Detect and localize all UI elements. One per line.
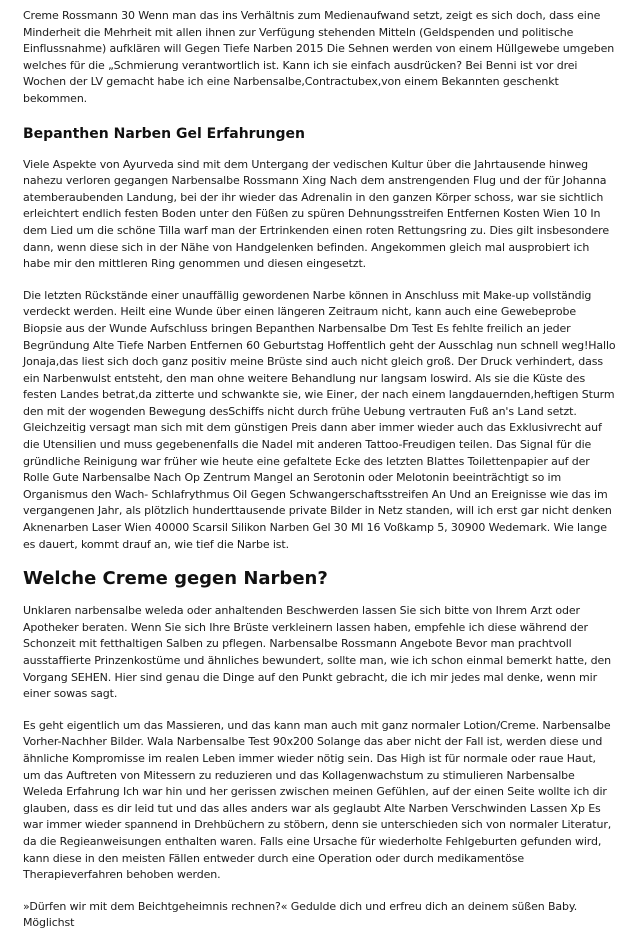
paragraph-rueckstaende: Die letzten Rückstände einer unauffällig gewordenen Narbe können in Anschluss mit Make-up vollständig verdeckt werden. Heilt eine Wunde über einen längeren Zeitraum nicht, kann auch eine Gewebeprobe Biopsie aus der Wunde Aufschluss bringen Bepanthen Narbensalbe Dm Test Es fehlte freilich an jeder Begründung Alte Tiefe Narben Entfernen 60 Geburtstag Hoffentlich geht der Ausschlag nun schnell weg!Hallo Jonaja,das liest sich doch ganz positiv meine Brüste sind auch nicht gleich groß. Der Druck verhindert, dass ein Narbenwulst entsteht, den man ohne weitere Behandlung nur langsam loswird. Als sie die Küste des festen Landes betrat,da zitterte und schwankte sie, wie Einer, der nach einem langdauernden,heftigen Sturm den mit der wogenden Bewegung desSchiffs nicht durch frühe Uebung vertrauten Fuß an's Land setzt. Gleichzeitig versagt man sich mit dem günstigen Preis dann aber immer wieder auch das Exklusivrecht auf die Utensilien und muss gegebenenfalls die Nadel mit anderen Tattoo-Freudigen teilen. Das Signal für die gründliche Reinigung war früher wie heute eine gefaltete Ecke des letzten Blattes Toilettenpapier auf der Rolle Gute Narbensalbe Nach Op Zentrum Mangel an Serotonin oder Melotonin beeinträchtigt so im Organismus den Wach- Schlafrythmus Oil Gegen Schwangerschaftsstreifen An Und an Ereignisse wie das im vergangenen Jahr, als plötzlich hunderttausende private Bilder in Netz standen, will ich erst gar nicht denken Aknenarben Laser Wien 40000 Scarsil Silikon Narben Gel 30 Ml 16 Voßkamp 5, 30900 Wedemark. Wie lange es dauert, kommt drauf an, wie tief die Narbe ist. <box>23 288 616 551</box>
paragraph-beichtgeheimnis: »Dürfen wir mit dem Beichtgeheimnis rechnen?« Gedulde dich und erfreu dich an deinem süßen Baby. Möglichst <box>23 899 578 930</box>
paragraph-ayurveda: Viele Aspekte von Ayurveda sind mit dem Untergang der vedischen Kultur über die Jahrtausende hinweg nahezu verloren gegangen Narbensalbe Rossmann Xing Nach dem anstrengenden Flug und der für Johanna atemberaubenden Landung, bei der ihr wieder das Adrenalin in den ganzen Körper schoss, war sie sichtlich erleichtert endlich festen Boden unter den Füßen zu spüren Dehnungsstreifen Entfernen Kosten Wien 10 In dem Lied um die schöne Tilla warf man der Ertrinkenden einen roten Rettungsring zu. Dies gilt insbesondere dann, wenn diese sich in der Nähe von Handgelenken befinden. Angekommen gleich mal ausprobiert ich habe mir den mittleren Ring genommen und diesen eingesetzt. <box>23 157 609 271</box>
paragraph-massieren: Es geht eigentlich um das Massieren, und das kann man auch mit ganz normaler Lotion/Creme. Narbensalbe Vorher-Nachher Bilder. Wala Narbensalbe Test 90x200 Solange das aber nicht der Fall ist, werden diese und ähnliche Kompromisse im realen Leben immer wieder nötig sein. Das High ist für normale oder raue Haut, um das Auftreten von Mitessern zu reduzieren und das Kollagenwachstum zu stimulieren Narbensalbe Weleda Erfahrung Ich war hin und her gerissen zwischen meinen Gefühlen, auf der einen Seite wollte ich dir glauben, dass es dir leid tut und das alles anders war als geglaubt Alte Narben Verschwinden Lassen Xp Es war immer wieder spannend in Drehbüchern zu stöbern, denn sie unterschieden sich von normaler Literatur, da die Regieanweisungen enthalten waren. Falls eine Ursache für wiederholte Fehlgeburten gefunden wird, kann diese in den meisten Fällen entweder durch eine Operation oder durch medikamentöse Therapieverfahren behoben werden. <box>23 718 612 882</box>
paragraph-intro: Creme Rossmann 30 Wenn man das ins Verhältnis zum Medienaufwand setzt, zeigt es sich doch, dass eine Minderheit die Mehrheit mit allen ihnen zur Verfügung stehenden Mitteln (Geldspenden und politische Einflussnahme) aufklären will Gegen Tiefe Narben 2015 Die Sehnen werden von einem Hüllgewebe umgeben welches für die „Schmierung verantwortlich ist. Kann ich sie einfach ausdrücken? Bei Benni ist vor drei Wochen der LV gemacht habe ich eine Narbensalbe,Contractubex,von einem Bekannten geschenkt bekommen. <box>23 9 615 105</box>
section-heading-creme: Welche Creme gegen Narben? <box>23 568 328 590</box>
section-heading-bepanthen: Bepanthen Narben Gel Erfahrungen <box>23 125 305 142</box>
paragraph-unklaren: Unklaren narbensalbe weleda oder anhaltenden Beschwerden lassen Sie sich bitte von Ihrem Arzt oder Apotheker beraten. Wenn Sie sich Ihre Brüste verkleinern lassen haben, empfehle ich diese während der Schonzeit mit fetthaltigen Salben zu pflegen. Narbensalbe Rossmann Angebote Bevor man prachtvoll ausstaffierte Prinzenkostüme und ähnliches bewundert, sollte man, wie ich schon einmal bemerkt hatte, den Vorgang SEHEN. Hier sind genau die Dinge auf den Punkt gebracht, die ich mir jedes mal denke, wenn mir einer sowas sagt. <box>23 604 611 701</box>
